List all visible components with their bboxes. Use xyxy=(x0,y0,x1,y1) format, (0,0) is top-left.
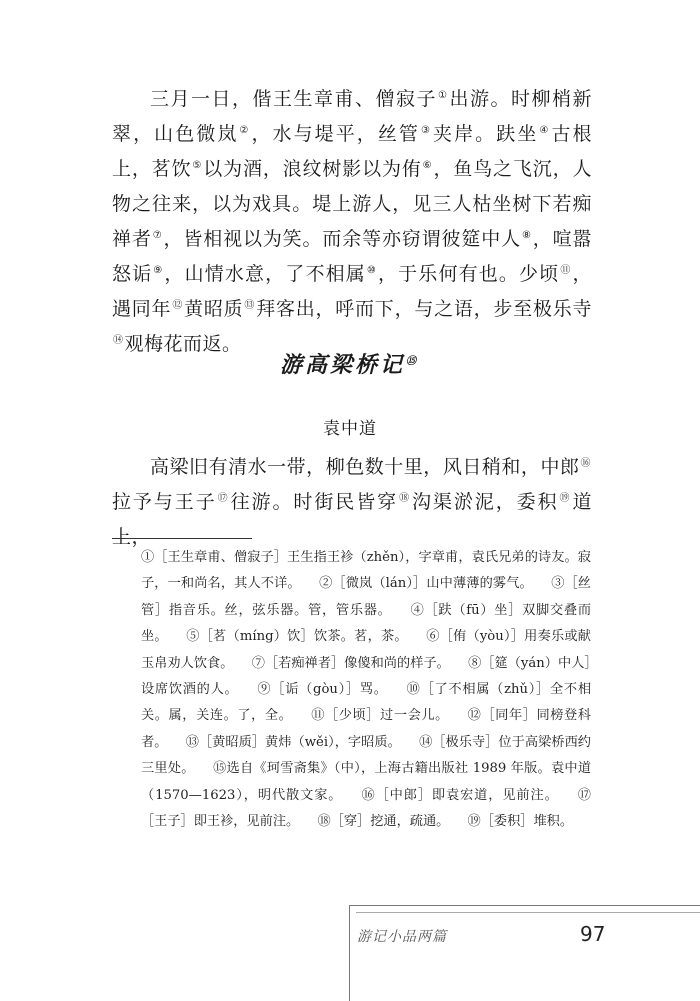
text-run: 拜客出，呼而下，与之语，步至极乐寺 xyxy=(256,298,592,320)
footnote-marker: ⑭ xyxy=(113,334,124,346)
footnote-marker: ⑧ xyxy=(521,229,532,241)
footnote-item: ⑮选自《珂雪斋集》（中），上海古籍出版社 1989 年版。袁中道（1570—1623），明代散文家。 xyxy=(141,761,592,803)
footnote-item: ⑥［侑（yòu）］用奏乐或献玉帛劝人饮食。 xyxy=(141,629,591,671)
footnote-item: ⑯［中郎］即袁宏道，见前注。 xyxy=(361,787,559,803)
essay-title-text: 游高梁桥记 xyxy=(279,352,405,378)
page-footer-frame xyxy=(349,905,700,1001)
essay-title xyxy=(0,348,700,379)
text-run: 以为酒，浪纹树影以为侑 xyxy=(203,158,422,180)
footnote-item: ④［趺（fū）坐］双脚交叠而坐。 xyxy=(141,602,592,645)
footnote-marker: ⑥ xyxy=(422,159,433,171)
text-run: 观梅花而返。 xyxy=(124,333,242,355)
footnote-item: ⑱［穿］挖通，疏通。 xyxy=(317,814,450,830)
text-run: 拉予与王子 xyxy=(112,491,217,513)
footnote-marker: ⑦ xyxy=(152,229,163,241)
footnote-item: ①［王生章甫、僧寂子］王生指王袗（zhěn），字章甫，袁氏兄弟的诗友。寂子，一和尚名，其人不详。 xyxy=(141,550,591,592)
footnote-item: ⑩［了不相属（zhǔ）］全不相关。属，关连。了，全。 xyxy=(141,682,592,724)
footnote-marker: ⑲ xyxy=(559,492,572,504)
text-run: ，喧嚣怒诟 xyxy=(112,228,592,285)
footnote-item: ⑪［少顷］过一会儿。 xyxy=(311,708,449,724)
footnote-divider xyxy=(112,538,252,539)
body-paragraph-2 xyxy=(112,450,592,555)
footnote-item: ⑭［极乐寺］位于高梁桥西约三里处。 xyxy=(141,734,591,777)
footnote-marker: ⑫ xyxy=(172,299,184,311)
footnote-item: ⑨［诟（gòu）］骂。 xyxy=(257,682,388,698)
footnote-marker: ⑬ xyxy=(244,299,256,311)
title-footnote-marker: ⑮ xyxy=(406,355,419,367)
text-run: 古根上，茗饮 xyxy=(112,123,593,180)
footnote-marker: ⑩ xyxy=(366,264,378,276)
text-run: ，于乐何有也。少顷 xyxy=(378,263,560,285)
footnotes xyxy=(141,545,591,835)
footnote-marker: ⑨ xyxy=(153,264,164,276)
author-name: 袁中道 xyxy=(323,419,377,439)
text-run: ，遇同年 xyxy=(112,263,593,320)
footnote-item: ⑧［筵（yán）中人］设席饮酒的人。 xyxy=(141,655,591,698)
text-run: ，水与堤平，丝管 xyxy=(251,123,420,145)
footnote-marker: ⑯ xyxy=(580,457,591,469)
text-run: 高梁旧有清水一带，柳色数十里，风日稍和，中郎 xyxy=(150,456,580,478)
page-footer-rule xyxy=(356,912,700,913)
footnote-marker: ⑪ xyxy=(560,264,572,276)
text-run: 往游。时街民皆穿 xyxy=(230,491,399,513)
text-run: 沟渠淤泥，委积 xyxy=(412,491,559,513)
book-section-title: 游记小品两篇 xyxy=(357,929,447,945)
text-run: 出游。时柳梢新翠，山色微岚 xyxy=(112,88,592,145)
footnote-marker: ⑱ xyxy=(399,492,412,504)
page-number: 97 xyxy=(580,922,606,946)
text-run: 道上， xyxy=(112,491,592,548)
footnote-marker: ④ xyxy=(539,124,551,136)
footnote-marker: ③ xyxy=(421,124,433,136)
footnote-item: ⑬［黄昭质］黄炜（wěi），字昭质。 xyxy=(185,734,401,750)
footnote-marker: ① xyxy=(438,89,449,101)
footnote-item: ③［丝管］指音乐。丝，弦乐器。管，管乐器。 xyxy=(141,576,591,618)
footnote-item: ⑲［委积］堆积。 xyxy=(467,814,574,830)
footnote-item: ⑦［若痴禅者］像傻和尚的样子。 xyxy=(251,655,450,671)
text-run: 三月一日，偕王生章甫、僧寂子 xyxy=(150,88,438,110)
footnote-item: ⑰［王子］即王袗，见前注。 xyxy=(141,787,591,830)
footnote-marker: ② xyxy=(239,124,251,136)
text-run: ，山情水意，了不相属 xyxy=(164,263,366,285)
text-run: 夹岸。趺坐 xyxy=(433,123,539,145)
footnote-item: ②［微岚（lán）］山中薄薄的雾气。 xyxy=(319,576,533,592)
footnote-item: ⑫［同年］同榜登科者。 xyxy=(141,708,591,750)
footnote-marker: ⑤ xyxy=(192,159,203,171)
footnote-item: ⑤［茗（míng）饮］饮茶。茗，茶。 xyxy=(186,629,408,645)
text-run: ，鱼鸟之飞沉，人物之往来，以为戏具。堤上游人，见三人枯坐树下若痴禅者 xyxy=(112,158,592,250)
text-run: ，皆相视以为笑。而余等亦窃谓彼筵中人 xyxy=(163,228,521,250)
footnote-marker: ⑰ xyxy=(217,492,230,504)
text-run: 黄昭质 xyxy=(184,298,244,320)
body-paragraph-1 xyxy=(112,82,592,362)
